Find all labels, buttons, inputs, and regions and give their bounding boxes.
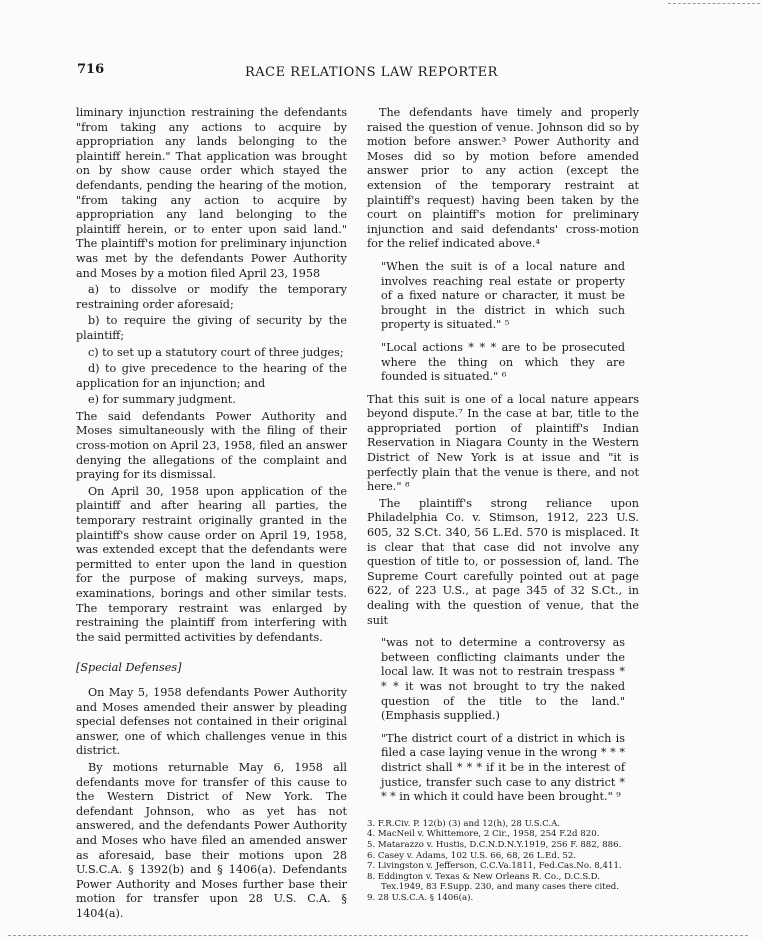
list-item: d) to give precedence to the hearing of the application for an injunction; and <box>76 362 347 390</box>
left-column <box>76 106 347 923</box>
footnote: 4. MacNeil v. Whittemore, 2 Cir., 1958, 254 F.2d 820. <box>367 829 600 840</box>
block-quote: "The district court of a district in which is filed a case laying venue in the wrong * * * district shall * * * if it be in the interest of justice, transfer such case to any district * * * in which it could have been brought." ⁹ <box>381 731 625 804</box>
paragraph: By motions returnable May 6, 1958 all defendants move for transfer of this cause to the Western District of New York. The defendant Johnson, who as yet has not answered, and the defendants Power Authority and Moses who have filed an amended answer as aforesaid, base their motions upon 28 U.S.C.A. § 1392(b) and § 1406(a). Defendants Power Authority and Moses further base their motion for transfer upon 28 U.S. C.A. § 1404(a). <box>76 760 347 920</box>
list-item: b) to require the giving of security by the plaintiff; <box>76 314 347 342</box>
footnote: 3. F.R.Civ. P. 12(b) (3) and 12(h), 28 U.S.C.A. <box>367 818 561 829</box>
section-heading: [Special Defenses] <box>76 661 182 675</box>
paragraph: On April 30, 1958 upon application of the plaintiff and after hearing all parties, the temporary restraint originally granted in the plaintiff's show cause order on April 19, 1958, was extended except that the defendants were permitted to enter upon the land in question for the purpose of making surveys, maps, examinations, borings and other similar tests. The temporary restraint was enlarged by restraining the plaintiff from interfering with the said permitted activities by defendants. <box>76 484 347 644</box>
block-quote: "Local actions * * * are to be prosecuted where the thing on which they are founded is situated." ⁶ <box>381 340 625 384</box>
footnote: 8. Eddington v. Texas & New Orleans R. Co., D.C.S.D. Tex.1949, 83 F.Supp. 230, and many cases there cited. <box>367 871 620 893</box>
footnote: 6. Casey v. Adams, 102 U.S. 66, 68, 26 L.Ed. 52. <box>367 850 577 861</box>
bottom-edge-rule <box>8 935 748 936</box>
paragraph: The plaintiff's strong reliance upon Philadelphia Co. v. Stimson, 1912, 223 U.S. 605, 32 S.Ct. 340, 56 L.Ed. 570 is misplaced. It is clear that that case did not involve any question of title to, or possession of, land. The Supreme Court carefully pointed out at page 622, of 223 U.S., at page 345 of 32 S.Ct., in dealing with the question of venue, that the suit <box>367 496 639 627</box>
running-head: RACE RELATIONS LAW REPORTER <box>245 65 498 80</box>
block-quote: "was not to determine a controversy as between conflicting claimants under the local law. It was not to restrain trespass * * * it was not brought to try the naked question of the title to the land." (Emphasis supplied.) <box>381 636 625 723</box>
paragraph: liminary injunction restraining the defendants "from taking any actions to acquire by appropriation any lands belonging to the plaintiff herein." That application was brought on by show cause order which stayed the defendants, pending the hearing of the motion, "from taking any action to acquire by appropriation any land belonging to the plaintiff herein, or to enter upon said land." The plaintiff's motion for preliminary injunction was met by the defendants Power Authority and Moses by a motion filed April 23, 1958 <box>76 106 347 280</box>
page-number: 716 <box>77 62 105 77</box>
footnote: 5. Matarazzo v. Hustis, D.C.N.D.N.Y.1919, 256 F. 882, 886. <box>367 839 622 850</box>
paragraph: The said defendants Power Authority and Moses simultaneously with the filing of their cross-motion on April 23, 1958, filed an answer denying the allegations of the complaint and praying for its dismissal. <box>76 409 347 482</box>
list-item: e) for summary judgment. <box>88 393 236 407</box>
top-edge-rule <box>668 3 760 4</box>
paragraph: On May 5, 1958 defendants Power Authority and Moses amended their answer by pleading special defenses not contained in their original answer, one of which challenges venue in this district. <box>76 685 347 758</box>
paragraph: The defendants have timely and properly raised the question of venue. Johnson did so by motion before answer.³ Power Authority and Moses did so by motion before amended answer prior to any action (except the extension of the temporary restraint at plaintiff's request) having been taken by the court on plaintiff's motion for preliminary injunction and said defendants' cross-motion for the relief indicated above.⁴ <box>367 106 639 251</box>
list-item: c) to set up a statutory court of three judges; <box>88 345 344 359</box>
paragraph: That this suit is one of a local nature appears beyond dispute.⁷ In the case at bar, title to the appropriated portion of plaintiff's Indian Reservation in Niagara County in the Western District of New York is at issue and "it is perfectly plain that the venue is there, and not here." ⁸ <box>367 392 639 494</box>
footnotes <box>367 819 639 904</box>
block-quote: "When the suit is of a local nature and involves reaching real estate or property of a fixed nature or character, it must be brought in the district in which such property is situated." ⁵ <box>381 259 625 332</box>
right-column <box>367 106 639 903</box>
footnote: 7. Livingston v. Jefferson, C.C.Va.1811, Fed.Cas.No. 8,411. <box>367 861 622 872</box>
list-item: a) to dissolve or modify the temporary restraining order aforesaid; <box>76 283 347 311</box>
footnote: 9. 28 U.S.C.A. § 1406(a). <box>367 892 474 903</box>
